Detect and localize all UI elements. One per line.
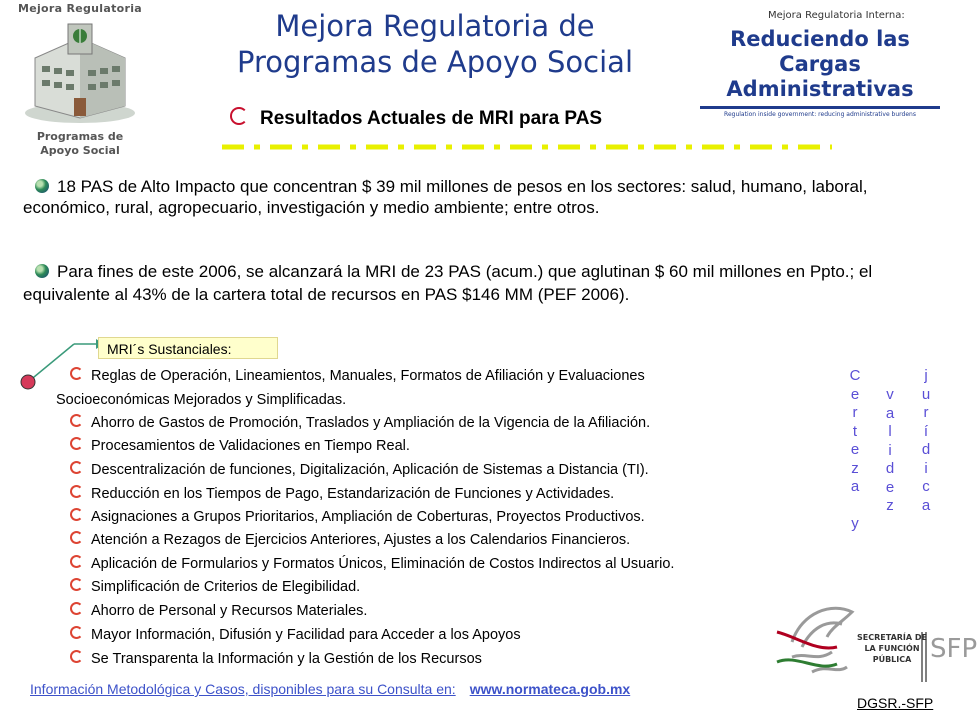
swirl-bullet-icon [70, 531, 83, 544]
list-item-text: Mayor Información, Difusión y Facilidad para Acceder a los Apoyos [91, 627, 521, 643]
vertical-letter: t [852, 422, 858, 440]
vertical-letter: r [923, 404, 929, 421]
title-line2: Programas de Apoyo Social [236, 45, 634, 79]
list-item-text: Procesamientos de Validaciones en Tiempo Real. [91, 438, 410, 454]
vertical-letter: c [922, 478, 930, 495]
corner-label: DGSR.-SFP [857, 695, 934, 711]
logo-right-big-text [700, 27, 940, 102]
logo-reduciendo-cargas [700, 10, 950, 118]
sfp-line2: LA FUNCIÓN [864, 644, 920, 653]
swirl-bullet-icon [70, 578, 83, 591]
footer-text[interactable]: Información Metodológica y Casos, disponibles para su Consulta en: [30, 681, 456, 697]
vertical-letter: y [851, 515, 859, 532]
logo-left-bottom-line1: Programas de [36, 130, 124, 143]
vertical-letter: z [886, 497, 894, 514]
list-item-text: Atención a Rezagos de Ejercicios Anteriores, Ajustes a los Calendarios Financieros. [91, 532, 631, 548]
logo-left-top-text: Mejora Regulatoria [17, 2, 143, 15]
logo-left-bottom-text [6, 130, 154, 158]
vertical-letter: i [888, 441, 892, 459]
swirl-bullet-icon [70, 437, 83, 450]
building-icon [20, 18, 140, 128]
vertical-letter: v [886, 386, 894, 403]
swirl-bullet-icon [70, 602, 83, 615]
globe-bullet-icon [35, 179, 49, 193]
paragraph-2-text: Para fines de este 2006, se alcanzará la MRI de 23 PAS (acum.) que aglutinan $ 60 mil millones en Ppto.; el equivalente al 43% de la cartera total de recursos en PAS $146 MM (PEF 2006). [23, 262, 873, 304]
normateca-link[interactable]: www.normateca.gob.mx [469, 681, 631, 697]
vertical-letter: j [924, 367, 928, 384]
vertical-letter: z [851, 459, 859, 477]
list-item [70, 485, 614, 503]
list-item [70, 531, 630, 549]
subtitle-text: Resultados Actuales de MRI para PAS [260, 108, 603, 129]
list-item-text: Se Transparenta la Información y la Gestión de los Recursos [91, 651, 482, 667]
paragraph-1 [23, 176, 893, 218]
swirl-bullet-icon [70, 626, 83, 639]
footer-link[interactable] [30, 681, 630, 697]
vertical-letter: d [921, 441, 931, 458]
swirl-icon [230, 107, 248, 125]
vertical-letter: e [850, 441, 860, 458]
swirl-bullet-icon [70, 508, 83, 521]
vertical-letter: C [849, 367, 861, 384]
list-item [70, 602, 367, 620]
logo-right-bar [700, 106, 940, 109]
sfp-mark: SFP [930, 634, 977, 664]
vertical-letter: a [850, 478, 860, 495]
list-item-text: Ahorro de Personal y Recursos Materiales. [91, 603, 368, 619]
list-item [70, 461, 649, 479]
swirl-bullet-icon [70, 555, 83, 568]
paragraph-2 [23, 260, 893, 306]
swirl-bullet-icon [70, 461, 83, 474]
swirl-bullet-icon [70, 414, 83, 427]
paragraph-1-text: 18 PAS de Alto Impacto que concentran $ 39 mil millones de pesos en los sectores: salud, humano, laboral, económico, rural, agropecuario, investigación y medio ambiente; entre otros. [23, 177, 868, 217]
vertical-letter: e [885, 478, 895, 496]
list-item-text: Asignaciones a Grupos Prioritarios, Ampliación de Coberturas, Proyectos Productivos. [91, 509, 645, 525]
vertical-letter: r [852, 404, 858, 421]
sfp-line1: SECRETARÍA DE [857, 633, 927, 642]
list-item [70, 578, 360, 596]
title-line1: Mejora Regulatoria de [275, 9, 595, 43]
list-item [70, 650, 482, 668]
sfp-line3: PÚBLICA [872, 655, 912, 664]
logo-right-big-line2: Administrativas [726, 77, 914, 101]
vertical-letter: i [924, 459, 928, 477]
list-item-continuation [56, 391, 346, 409]
list-item [70, 508, 645, 526]
list-item-text: Ahorro de Gastos de Promoción, Traslados y Ampliación de la Vigencia de la Afiliación. [91, 415, 651, 431]
list-item-text: Reglas de Operación, Lineamientos, Manuales, Formatos de Afiliación y Evaluaciones [91, 368, 645, 384]
list-item [70, 437, 410, 455]
list-item [70, 367, 645, 385]
list-item-text: Simplificación de Criterios de Elegibilidad. [91, 579, 361, 595]
vertical-letter: a [885, 404, 895, 422]
page-title [180, 8, 690, 80]
swirl-bullet-icon [70, 485, 83, 498]
logo-mejora-regulatoria [6, 0, 154, 165]
vertical-letter: l [888, 423, 892, 440]
vertical-letter: u [921, 385, 931, 403]
vertical-word-certeza [848, 367, 862, 534]
swirl-bullet-icon [70, 367, 83, 380]
globe-bullet-icon [35, 264, 49, 278]
vertical-word-juridica [919, 367, 933, 515]
list-item [70, 626, 521, 644]
mri-sustanciales-label: MRI´s Sustanciales: [98, 337, 278, 359]
list-item-text: Aplicación de Formularios y Formatos Únicos, Eliminación de Costos Indirectos al Usuario. [91, 556, 675, 572]
vertical-word-validez [883, 386, 897, 516]
logo-right-big-line1: Reduciendo las Cargas [730, 27, 910, 76]
logo-right-small-text: Mejora Regulatoria Interna: [768, 10, 905, 21]
vertical-letter: d [885, 460, 895, 477]
vertical-letter [848, 497, 862, 516]
vertical-letter: í [923, 422, 929, 440]
list-item-text: Descentralización de funciones, Digitalización, Aplicación de Sistemas a Distancia (TI). [91, 462, 649, 478]
vertical-letter: a [921, 496, 931, 514]
sfp-logo-text [852, 632, 932, 665]
vertical-letter: e [850, 385, 860, 403]
list-item-text: Socioeconómicas Mejorados y Simplificadas. [56, 392, 347, 408]
swirl-bullet-icon [70, 650, 83, 663]
dashed-divider [222, 143, 832, 151]
logo-left-bottom-line2: Apoyo Social [40, 144, 120, 157]
list-item-text: Reducción en los Tiempos de Pago, Estandarización de Funciones y Actividades. [91, 486, 615, 502]
section-subtitle [230, 107, 602, 130]
list-item [70, 555, 674, 573]
list-item [70, 414, 650, 432]
logo-right-tagline: Regulation inside government: reducing administrative burdens [724, 111, 916, 118]
